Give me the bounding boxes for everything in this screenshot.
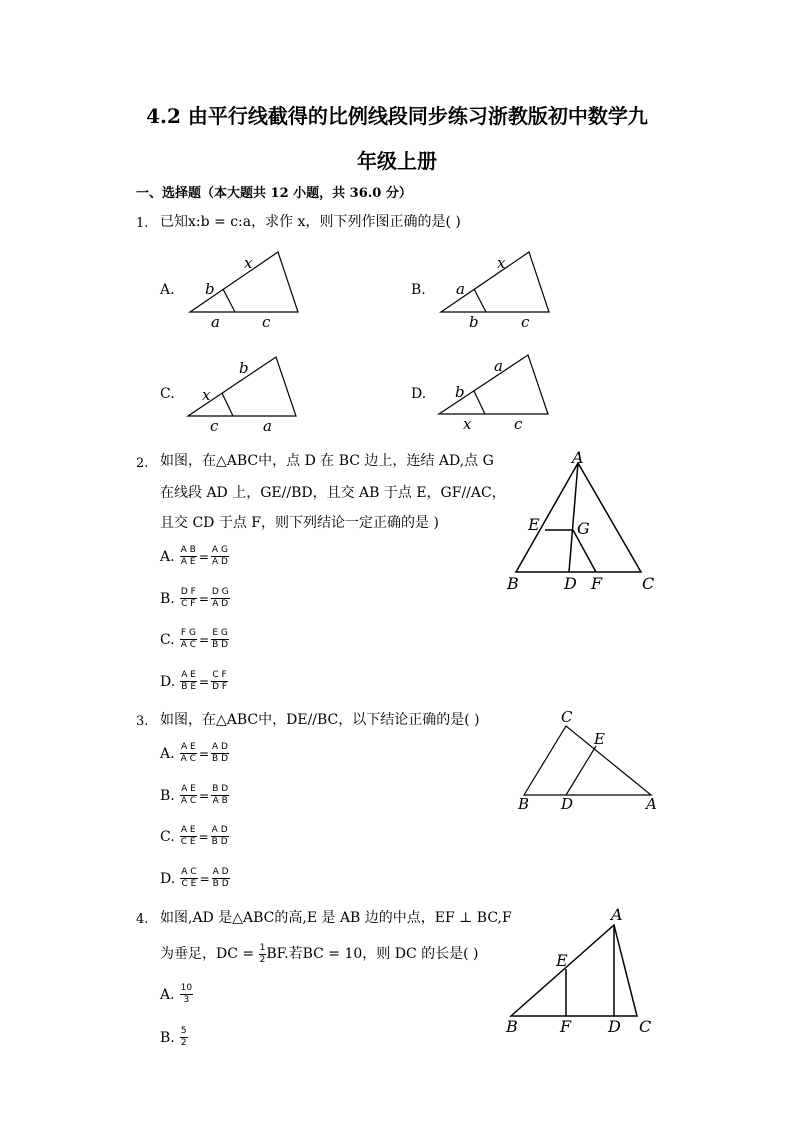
svg-text:b: b (469, 313, 479, 331)
q3-text: 如图，在△ABC中，DE//BC，以下结论正确的是( ) (160, 712, 480, 728)
q4-option-a: A. $\frac{10}{3}$ (160, 983, 193, 1005)
q3-number: 3. (136, 714, 149, 729)
svg-text:b: b (239, 359, 249, 377)
svg-text:E: E (594, 730, 605, 748)
svg-text:x: x (463, 415, 472, 433)
q2-text-line1: 如图，在△ABC中，点 D 在 BC 边上，连结 AD,点 G (160, 453, 494, 469)
svg-text:F: F (591, 574, 603, 593)
svg-text:A: A (572, 448, 584, 467)
svg-text:c: c (521, 313, 530, 331)
q1-option-d-label: D. (411, 386, 427, 402)
q2-option-d: D. $\frac{\text{A E}}{\text{B E}}$ = $\frac{\text{C F}}{\text{D F}}$ (160, 670, 228, 692)
svg-text:G: G (577, 519, 590, 538)
svg-text:D: D (564, 574, 577, 593)
svg-text:c: c (514, 415, 523, 433)
svg-text:E: E (556, 951, 568, 970)
q1a-left-label: b (205, 280, 215, 298)
section-heading: 一、选择题（本大题共 12 小题，共 36.0 分） (136, 186, 412, 201)
svg-text:c: c (210, 417, 219, 435)
q2-number: 2. (136, 456, 149, 471)
svg-text:b: b (455, 383, 465, 401)
page-title-line2: 年级上册 (357, 149, 437, 173)
q2-option-a: A. $\frac{\text{A B}}{\text{A E}}$ = $\frac{\text{A G}}{\text{A D}}$ (160, 545, 228, 567)
svg-text:B: B (507, 574, 519, 593)
q2-text-line3: 且交 CD 于点 F，则下列结论一定正确的是 ) (160, 515, 439, 531)
svg-text:D: D (608, 1017, 621, 1036)
svg-text:A: A (646, 795, 657, 813)
q3-option-d: D. $\frac{\text{A C}}{\text{C E}}$ = $\frac{\text{A D}}{\text{B D}}$ (160, 867, 229, 889)
q2-figure (506, 448, 654, 593)
page-title-line1: 4.2 由平行线截得的比例线段同步练习浙教版初中数学九 (146, 104, 648, 128)
q1a-br-label: c (262, 313, 271, 331)
q4-text-line2: 为垂足，DC = $\frac{1}{2}$ BF.若BC = 10，则 DC 的长是( ) (160, 942, 479, 965)
svg-text:E: E (528, 515, 540, 534)
svg-text:B: B (518, 795, 530, 813)
q2-option-b: B. $\frac{\text{D F}}{\text{C F}}$ = $\frac{\text{D G}}{\text{A D}}$ (160, 587, 229, 609)
q2-text-line2: 在线段 AD 上，GE//BD，且交 AB 于点 E，GF//AC， (160, 485, 506, 501)
svg-text:C: C (561, 708, 573, 726)
q4-text-line1: 如图,AD 是△ABC的高,E 是 AB 边的中点，EF ⊥ BC,F (160, 910, 512, 926)
svg-text:C: C (642, 574, 655, 593)
q1-option-a-figure (190, 252, 298, 331)
q4-number: 4. (136, 912, 149, 927)
svg-text:x: x (202, 386, 211, 404)
q1-option-c-figure (188, 357, 296, 435)
svg-text:C: C (639, 1017, 652, 1036)
q4-figure (505, 905, 651, 1036)
svg-text:B: B (506, 1017, 518, 1036)
svg-text:a: a (263, 417, 272, 435)
q1-number: 1. (136, 216, 149, 231)
q3-option-c: C. $\frac{\text{A E}}{\text{C E}}$ = $\frac{\text{A D}}{\text{B D}}$ (160, 825, 228, 847)
svg-text:F: F (560, 1017, 572, 1036)
svg-text:a: a (494, 357, 503, 375)
svg-text:a: a (456, 280, 465, 298)
q3-option-b: B. $\frac{\text{A E}}{\text{A C}}$ = $\frac{\text{B D}}{\text{A B}}$ (160, 784, 229, 806)
q1a-top-label: x (244, 254, 253, 272)
q3-option-a: A. $\frac{\text{A E}}{\text{A C}}$ = $\frac{\text{A D}}{\text{B D}}$ (160, 742, 228, 764)
svg-text:A: A (611, 905, 623, 924)
q1-option-c-label: C. (160, 386, 175, 402)
q1-text: 已知x:b = c:a，求作 x，则下列作图正确的是( ) (160, 214, 461, 230)
q1-option-b-label: B. (411, 282, 426, 298)
q1-option-b-figure (441, 252, 549, 331)
q2-option-c: C. $\frac{\text{F G}}{\text{A C}}$ = $\frac{\text{E G}}{\text{B D}}$ (160, 628, 229, 650)
q4-option-b: B. $\frac{5}{2}$ (160, 1026, 187, 1048)
svg-text:x: x (497, 254, 506, 272)
q1a-bl-label: a (211, 313, 220, 331)
q1-option-d-figure (439, 355, 548, 433)
svg-text:D: D (561, 795, 574, 813)
q3-figure (517, 708, 657, 813)
q1-option-a-label: A. (160, 282, 175, 298)
